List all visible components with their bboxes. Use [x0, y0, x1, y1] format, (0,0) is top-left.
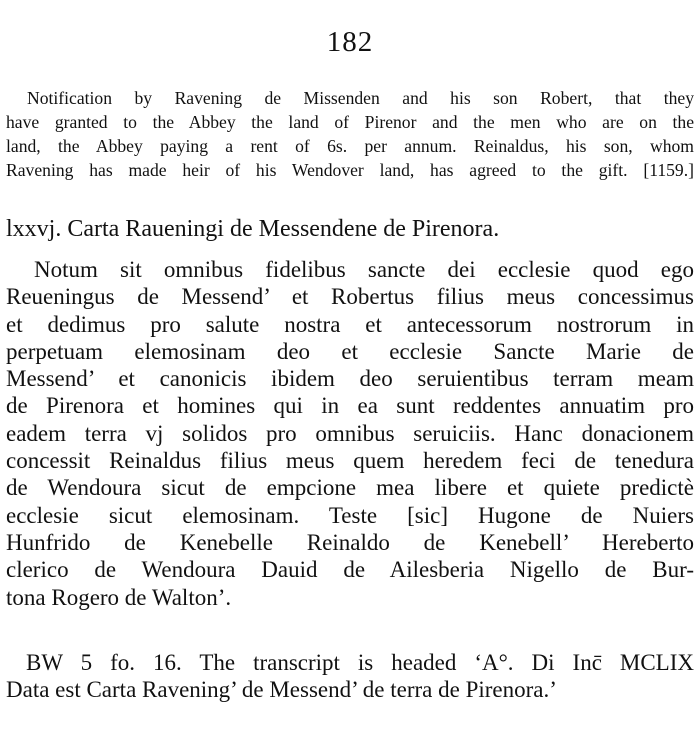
summary-line: Ravening has made heir of his Wendover land, has agreed to the gift. [1159.]: [6, 160, 694, 180]
charter-line: tona Rogero de Walton’.: [6, 584, 232, 610]
note-line: Data est Carta Ravening’ de Messend’ de terra de Pirenora.’: [6, 677, 557, 703]
charter-heading: lxxvj. Carta Raueningi de Messendene de Pirenora.: [6, 216, 500, 242]
charter-line: concessit Reinaldus filius meus quem heredem feci de tenedura: [6, 448, 694, 474]
charter-line: Notum sit omnibus fidelibus sancte dei ecclesie quod ego: [34, 257, 694, 282]
charter-line: Hunfrido de Kenebelle Reinaldo de Kenebell’ Hereberto: [6, 529, 694, 555]
charter-line: ecclesie sicut elemosinam. Teste [sic] Hugone de Nuiers: [6, 502, 694, 528]
charter-line: clerico de Wendoura Dauid de Ailesberia Nigello de Bur-: [6, 557, 694, 583]
summary-line: land, the Abbey paying a rent of 6s. per annum. Reinaldus, his son, whom: [6, 136, 694, 156]
charter-line: eadem terra vj solidos pro omnibus seruiciis. Hanc donacionem: [6, 420, 694, 446]
charter-text: [6, 256, 694, 611]
english-summary: [6, 86, 694, 182]
charter-line: Reueningus de Messend’ et Robertus filius meus concessimus: [6, 284, 694, 310]
charter-line: Messend’ et canonicis ibidem deo seruientibus terram meam: [6, 366, 694, 392]
source-note: [6, 649, 694, 704]
charter-line: perpetuam elemosinam deo et ecclesie Sancte Marie de: [6, 338, 694, 364]
summary-line: have granted to the Abbey the land of Pirenor and the men who are on the: [6, 112, 694, 132]
summary-line: Notification by Ravening de Missenden and his son Robert, that they: [27, 88, 694, 108]
page-number: 182: [326, 26, 374, 58]
charter-line: et dedimus pro salute nostra et antecessorum nostrorum in: [6, 311, 694, 337]
note-line: BW 5 fo. 16. The transcript is headed ‘A°. Di Inc̄ MCLIX: [26, 650, 694, 675]
charter-line: de Pirenora et homines qui in ea sunt reddentes annuatim pro: [6, 393, 694, 419]
charter-line: de Wendoura sicut de empcione mea libere et quiete predictè: [6, 475, 694, 501]
